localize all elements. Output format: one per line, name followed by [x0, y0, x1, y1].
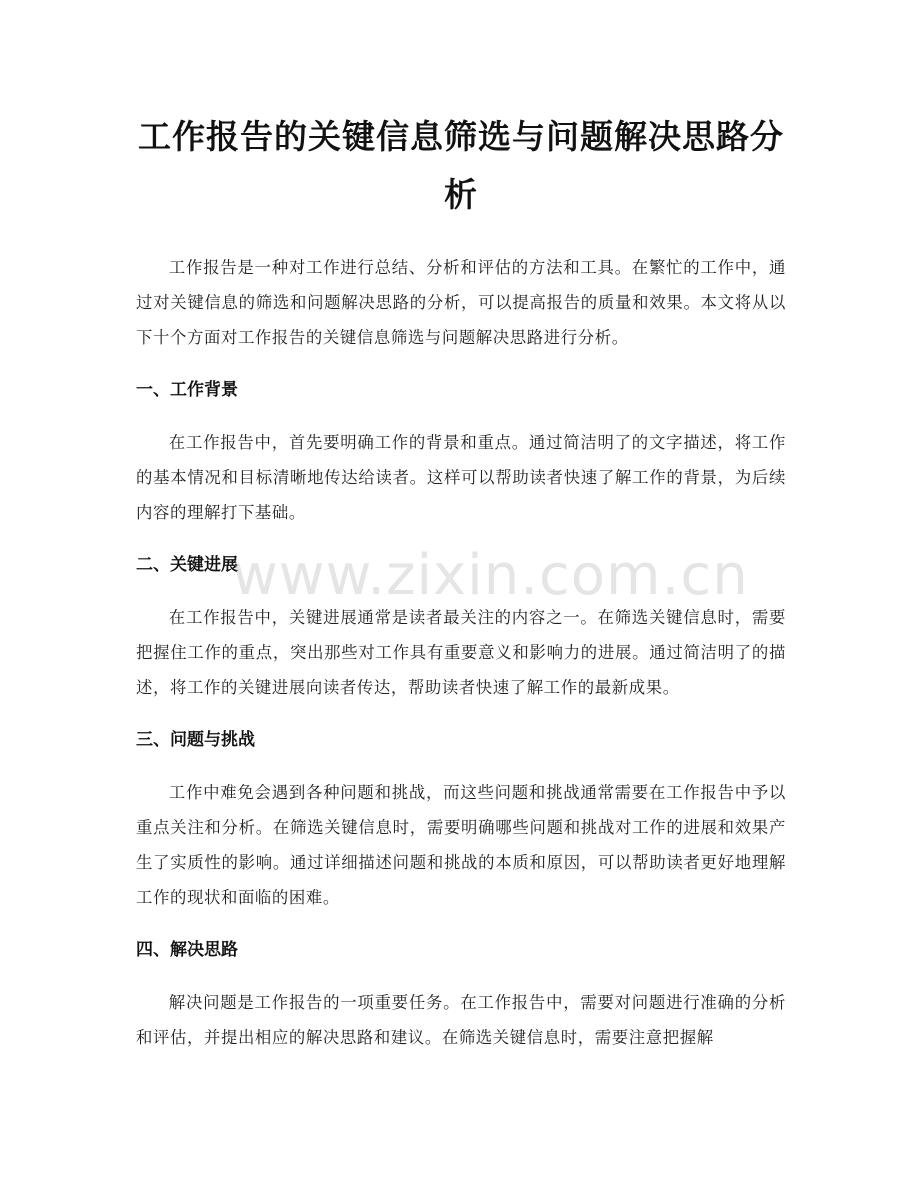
section-body-problems: 工作中难免会遇到各种问题和挑战，而这些问题和挑战通常需要在工作报告中予以重点关注和分析。在筛选关键信息时，需要明确哪些问题和挑战对工作的进展和效果产生了实质性的影响。通过详细描述问题和挑战的本质和原因，可以帮助读者更好地理解工作的现状和面临的困难。	[136, 783, 786, 907]
section-heading-solutions: 四、解决思路	[136, 940, 238, 960]
section-body-solutions: 解决问题是工作报告的一项重要任务。在工作报告中，需要对问题进行准确的分析和评估，并提出相应的解决思路和建议。在筛选关键信息时，需要注意把握解	[136, 993, 786, 1047]
watermark-text: www.zixin.com.cn	[232, 543, 749, 608]
intro-paragraph: 工作报告是一种对工作进行总结、分析和评估的方法和工具。在繁忙的工作中，通过对关键信息的筛选和问题解决思路的分析，可以提高报告的质量和效果。本文将从以下十个方面对工作报告的关键信息筛选与问题解决思路进行分析。	[136, 258, 786, 347]
page-title	[136, 108, 786, 224]
document-page	[136, 0, 786, 1055]
section-heading-problems: 三、问题与挑战	[136, 730, 255, 750]
section-heading-background: 一、工作背景	[136, 380, 238, 400]
section-heading-progress: 二、关键进展	[136, 555, 238, 575]
section-body-progress: 在工作报告中，关键进展通常是读者最关注的内容之一。在筛选关键信息时，需要把握住工作的重点，突出那些对工作具有重要意义和影响力的进展。通过简洁明了的描述，将工作的关键进展向读者传达，帮助读者快速了解工作的最新成果。	[136, 608, 786, 697]
title-line-1: 工作报告的关键信息筛选与问题解决思路分	[138, 117, 784, 156]
title-line-2: 析	[444, 175, 478, 214]
section-body-background: 在工作报告中，首先要明确工作的背景和重点。通过简洁明了的文字描述，将工作的基本情况和目标清晰地传达给读者。这样可以帮助读者快速了解工作的背景，为后续内容的理解打下基础。	[136, 433, 786, 522]
